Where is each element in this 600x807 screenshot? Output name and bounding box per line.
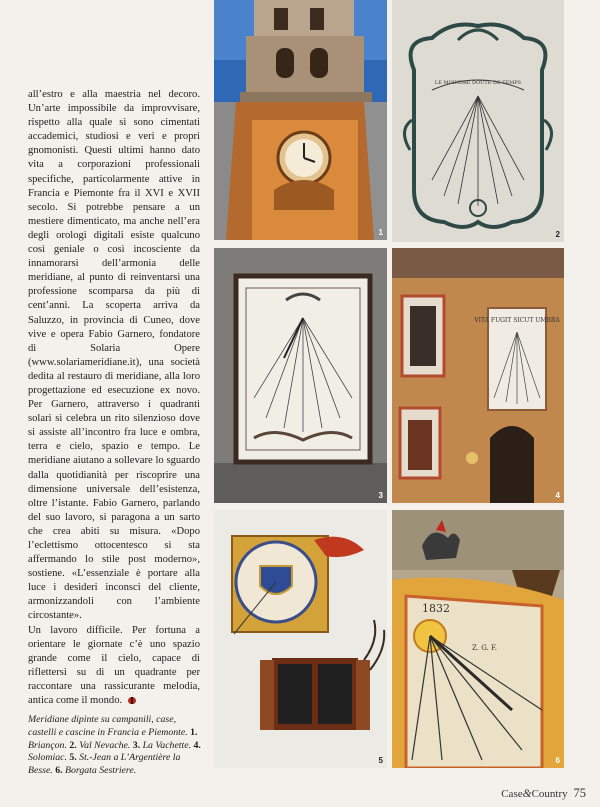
caption-place-3: La Vachette. bbox=[142, 739, 192, 751]
caption-place-5: St.-Jean a L’Argentière la Besse. bbox=[28, 752, 181, 777]
caption-num-2: 2. bbox=[69, 739, 77, 751]
caption-intro: Meridiane dipinte su campanili, case, castelli e cascine in Francia e Piemonte. bbox=[28, 714, 188, 738]
photo-3-framed-sundial bbox=[214, 248, 387, 503]
caption-num-5: 5. bbox=[69, 752, 77, 764]
photo-6-rooster-sundial bbox=[392, 510, 564, 768]
photo-6-initials: Z. G. F. bbox=[472, 644, 497, 652]
article-paragraph-2 bbox=[28, 624, 200, 709]
caption-place-2: Val Nevache. bbox=[79, 739, 131, 751]
caption-num-4: 4. bbox=[193, 739, 201, 751]
caption-place-1: Briançon. bbox=[28, 739, 67, 751]
magazine-name-2: Country bbox=[531, 788, 568, 800]
page-footer: Case&Country 75 bbox=[501, 786, 586, 800]
photo-caption bbox=[28, 714, 206, 778]
photo-6-year: 1832 bbox=[422, 602, 450, 615]
photo-2-number: 2 bbox=[555, 230, 560, 239]
photo-3-number: 3 bbox=[378, 491, 383, 500]
photo-5-coat-of-arms-sundial bbox=[214, 510, 387, 768]
photo-1-number: 1 bbox=[378, 228, 383, 237]
article-paragraph-2-text: Un lavoro difficile. Per fortuna a orientare le giornate c’è uno spazio grande come il cielo, capace di riflettersi su di un quadrante per raccontare una rassicurante melodia, antica come il mondo. bbox=[28, 624, 200, 707]
caption-place-4: Solomiac. bbox=[28, 752, 67, 764]
coat-of-arms-illustration bbox=[214, 510, 387, 768]
article-paragraph-1: all’estro e alla maestria nel decoro. Un’arte impossibile da improvvisare, rispetto alla quale si sono cimentati accademici, studiosi e veri e propri gnomonisti. Questi ultimi hanno dato vita a corporazioni professionali specifiche, particolarmente attive in Francia e Piemonte fra il XVI e XVII secolo. Si potrebbe pensare a un mestiere dimenticato, ma anche nell’era degli orologi digitali esiste qualcuno così geniale o così incosciente da innamorarsi dell’armonia delle meridiane, al punto di reinventarsi una professione scomparsa da più di cent’anni. La scoperta arriva da Saluzzo, in provincia di Cuneo, dove vive e opera Fabio Garnero, fondatore di Solaria Opere (www.solariameridiane.it), una società dedita al restauro di meridiane, alla loro progettazione ed esecuzione ex novo. Per Garnero, attraverso i quadranti solari si celebra un rito silenzioso dove si assiste all’incontro fra luce e ombra, terra e cielo, spazio e tempo. Le meridiane aiutano a sollevare lo sguardo dalla quotidianità per riscoprire una dimensione universale dell’esistenza, oltre l’istante. Fabio Garnero, parlando del suo lavoro, si paragona a un sarto che crea abiti su misura. «Dopo l’eclettismo ottocentesco si sta affermando lo stile post moderno», sostiene. «L’essenziale è portare alla luce i desideri inconsci del cliente, armonizzandoli con l’ambiente circostante». bbox=[28, 89, 200, 622]
painted-facade-illustration bbox=[392, 248, 564, 503]
photo-4-painted-facade bbox=[392, 248, 564, 503]
rooster-sundial-illustration bbox=[392, 510, 564, 768]
framed-sundial-illustration bbox=[214, 248, 387, 503]
caption-place-6: Borgata Sestriere. bbox=[65, 765, 137, 777]
bell-tower-illustration bbox=[214, 0, 387, 240]
magazine-name: Case bbox=[501, 788, 523, 800]
photo-1-bell-tower bbox=[214, 0, 387, 240]
caption-num-3: 3. bbox=[132, 739, 141, 751]
photo-4-number: 4 bbox=[555, 491, 560, 500]
ornate-sundial-illustration bbox=[392, 0, 564, 242]
caption-num-6: 6. bbox=[55, 765, 63, 777]
article-text-column bbox=[28, 88, 200, 708]
caption-num-1: 1. bbox=[190, 726, 198, 738]
page-number: 75 bbox=[573, 786, 586, 800]
photo-2-motto: LE MOINDRE DOUTE DE TEMPS bbox=[434, 80, 522, 86]
photo-6-number: 6 bbox=[555, 756, 560, 765]
photo-2-ornate-sundial bbox=[392, 0, 564, 242]
photo-4-motto: VITA FUGIT SICUT UMBRA bbox=[474, 317, 560, 324]
photo-5-number: 5 bbox=[378, 756, 383, 765]
ladybug-end-mark-icon bbox=[128, 697, 136, 704]
